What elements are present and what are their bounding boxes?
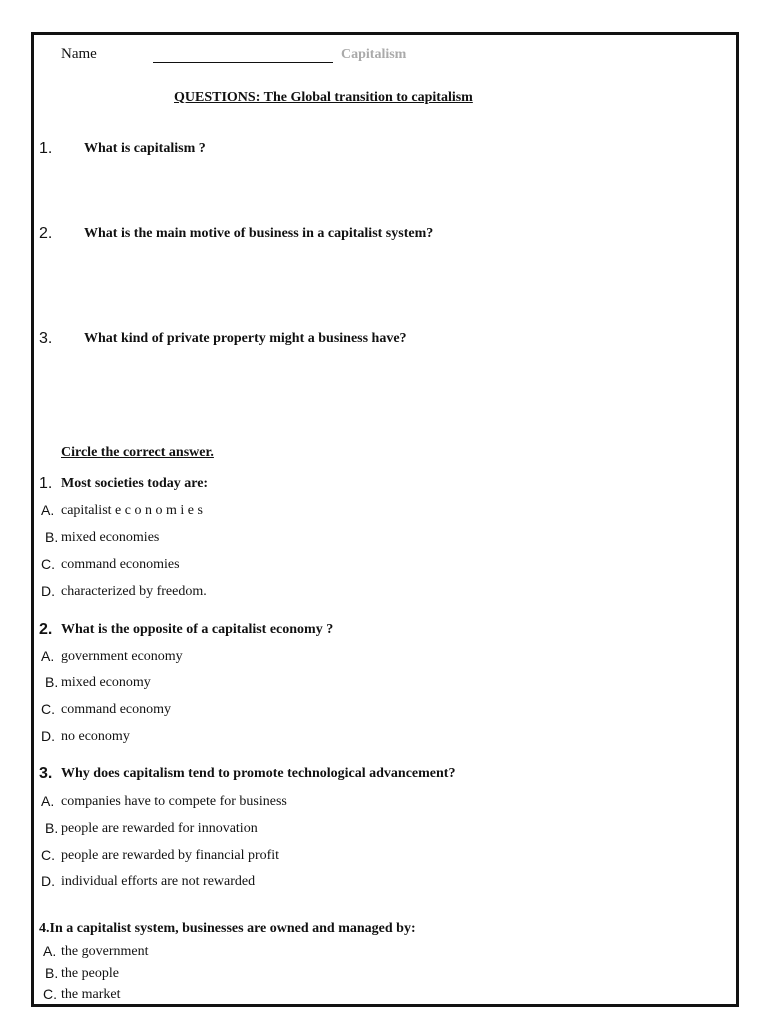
option-text: companies have to compete for business bbox=[61, 794, 287, 809]
mc-question-4-text: In a capitalist system, businesses are owned and managed by: bbox=[49, 921, 416, 936]
mc-question-2-number: 2. bbox=[39, 621, 53, 638]
option-letter: C. bbox=[41, 847, 55, 863]
open-question-3-number: 3. bbox=[39, 330, 53, 347]
name-label: Name bbox=[61, 46, 97, 62]
mc-question-4 bbox=[39, 921, 416, 937]
option-text: the market bbox=[61, 987, 121, 1002]
option-letter: A. bbox=[43, 943, 57, 959]
option-text: individual efforts are not rewarded bbox=[61, 874, 256, 889]
mc-question-1-number: 1. bbox=[39, 475, 53, 492]
mc-question-2-text: What is the opposite of a capitalist economy ? bbox=[61, 622, 334, 637]
option-text: government economy bbox=[61, 649, 183, 664]
mc-question-3-number: 3. bbox=[39, 765, 53, 782]
option-text: no economy bbox=[61, 729, 130, 744]
option-letter: C. bbox=[41, 556, 55, 572]
option-text: capitalist e c o n o m i e s bbox=[61, 503, 203, 518]
mc-question-1-text: Most societies today are: bbox=[61, 476, 209, 491]
open-question-1-text: What is capitalism ? bbox=[84, 141, 206, 156]
open-question-2-text: What is the main motive of business in a capitalist system? bbox=[84, 226, 434, 241]
open-question-2-number: 2. bbox=[39, 225, 53, 242]
option-text: the government bbox=[61, 944, 149, 959]
mc-question-4-number: 4. bbox=[39, 921, 50, 936]
option-letter: A. bbox=[41, 502, 55, 518]
option-text: command economies bbox=[61, 557, 180, 572]
option-letter: B. bbox=[45, 965, 59, 981]
option-letter: C. bbox=[43, 986, 57, 1002]
option-text: mixed economy bbox=[61, 675, 151, 690]
option-letter: D. bbox=[41, 583, 55, 599]
option-text: the people bbox=[61, 966, 119, 981]
open-question-3-text: What kind of private property might a business have? bbox=[84, 331, 407, 346]
option-letter: C. bbox=[41, 701, 55, 717]
option-letter: A. bbox=[41, 648, 55, 664]
option-text: characterized by freedom. bbox=[61, 584, 207, 599]
option-text: people are rewarded for innovation bbox=[61, 821, 258, 836]
open-question-1-number: 1. bbox=[39, 140, 53, 157]
subject-label: Capitalism bbox=[341, 47, 407, 62]
option-letter: B. bbox=[45, 820, 59, 836]
option-letter: A. bbox=[41, 793, 55, 809]
option-letter: D. bbox=[41, 873, 55, 889]
option-letter: B. bbox=[45, 674, 59, 690]
name-blank-line bbox=[153, 62, 333, 63]
option-text: command economy bbox=[61, 702, 172, 717]
option-letter: D. bbox=[41, 728, 55, 744]
option-letter: B. bbox=[45, 529, 59, 545]
mc-question-3-text: Why does capitalism tend to promote technological advancement? bbox=[61, 766, 456, 781]
option-text: people are rewarded by financial profit bbox=[61, 848, 280, 863]
mc-instruction: Circle the correct answer. bbox=[61, 445, 214, 460]
option-text: mixed economies bbox=[61, 530, 160, 545]
page-title: QUESTIONS: The Global transition to capitalism bbox=[174, 90, 473, 105]
